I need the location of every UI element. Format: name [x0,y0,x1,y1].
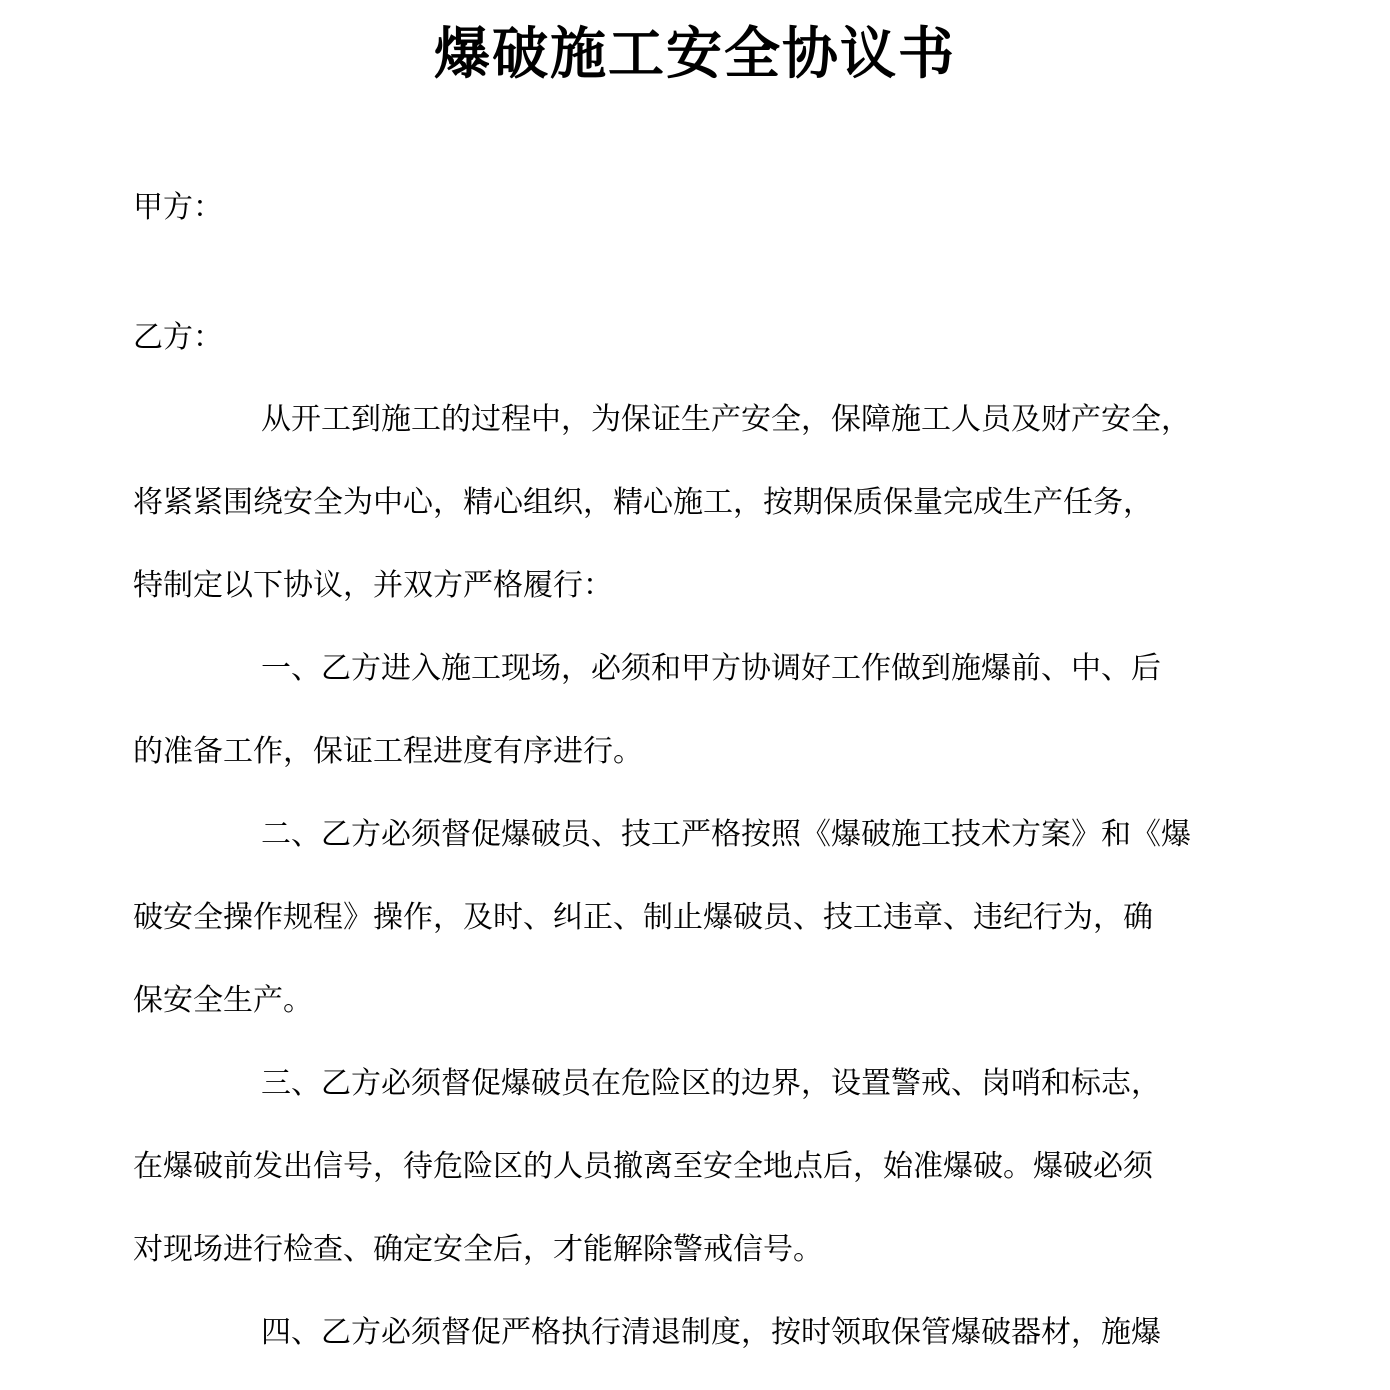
paragraph-clause-1 [133,649,1233,815]
paragraph-line: 的准备工作，保证工程进度有序进行。 [133,734,643,769]
paragraph-line: 四、乙方必须督促严格执行清退制度，按时领取保管爆破器材，施爆 [261,1315,1161,1350]
paragraph-clause-4 [133,1313,1233,1390]
paragraph-line: 对现场进行检查、确定安全后，才能解除警戒信号。 [133,1232,823,1267]
paragraph-line: 一、乙方进入施工现场，必须和甲方协调好工作做到施爆前、中、后 [261,651,1161,686]
party-a-label: 甲方： [133,190,223,225]
paragraph-line: 从开工到施工的过程中，为保证生产安全，保障施工人员及财产安全， [261,402,1191,437]
paragraph-line: 三、乙方必须督促爆破员在危险区的边界，设置警戒、岗哨和标志， [261,1066,1161,1101]
paragraph-clause-2 [133,815,1233,1064]
document-title: 爆破施工安全协议书 [434,21,956,87]
paragraph-intro [133,400,1233,649]
paragraph-line: 保安全生产。 [133,983,313,1018]
party-b-label: 乙方： [133,320,223,355]
paragraph-line: 将紧紧围绕安全为中心，精心组织，精心施工，按期保质保量完成生产任务， [133,485,1153,520]
paragraph-clause-3 [133,1064,1233,1313]
document-body [133,400,1233,1390]
paragraph-line: 在爆破前发出信号，待危险区的人员撤离至安全地点后，始准爆破。爆破必须 [133,1149,1153,1184]
paragraph-line: 二、乙方必须督促爆破员、技工严格按照《爆破施工技术方案》和《爆 [261,817,1191,852]
paragraph-line: 特制定以下协议，并双方严格履行： [133,568,613,603]
paragraph-line: 破安全操作规程》操作，及时、纠正、制止爆破员、技工违章、违纪行为，确 [133,900,1153,935]
